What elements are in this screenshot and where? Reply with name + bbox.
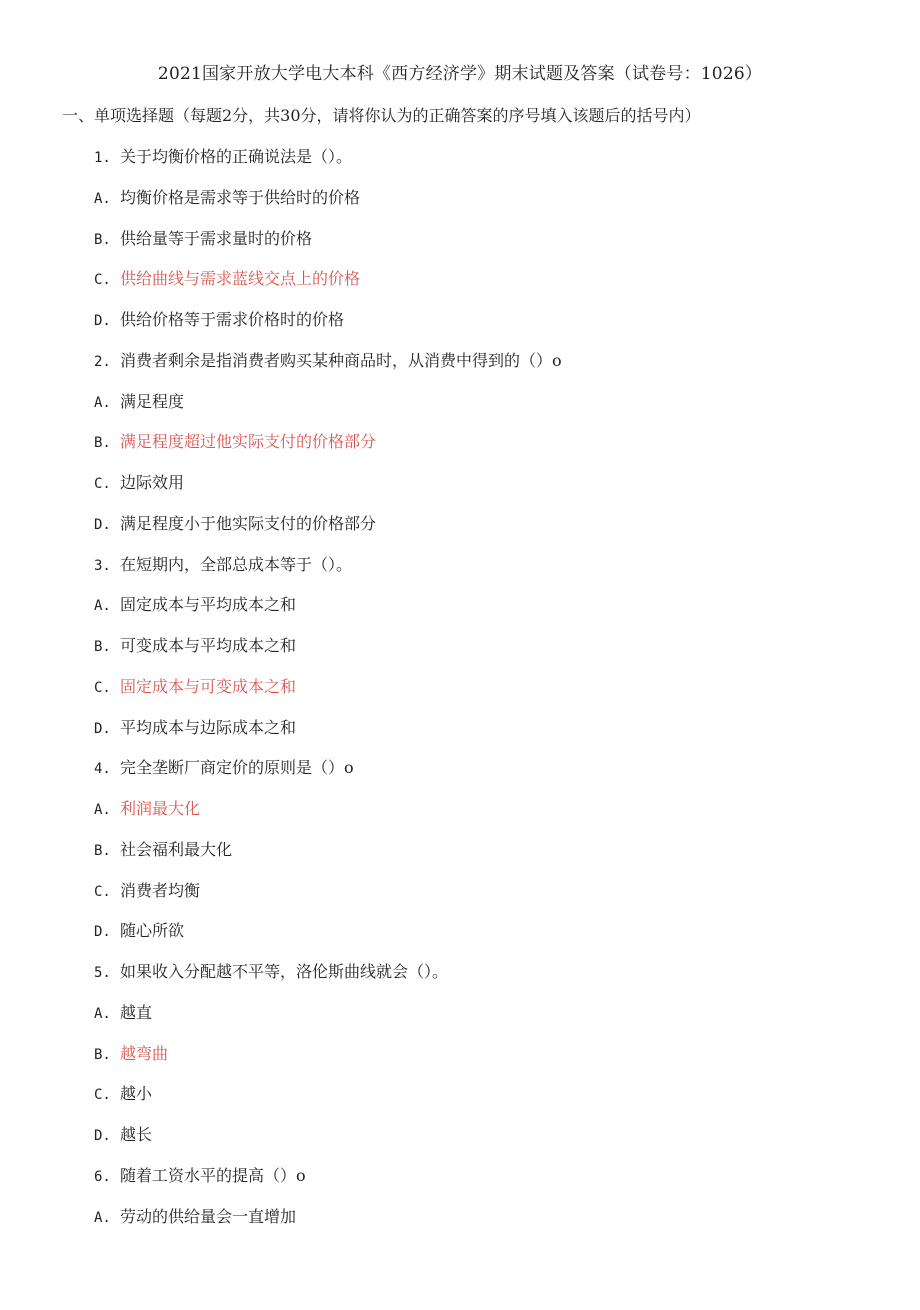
question-text: 在短期内，全部总成本等于（）。	[120, 554, 353, 574]
option	[94, 471, 894, 512]
option-letter: A.	[94, 190, 111, 207]
option	[94, 879, 894, 920]
section-heading: 一、单项选择题（每题2分，共30分，请将你认为的正确答案的序号填入该题后的括号内）	[62, 106, 701, 125]
answer-option	[94, 267, 894, 308]
option-letter: B.	[94, 639, 111, 655]
question-stem	[94, 349, 894, 390]
option	[94, 1123, 894, 1164]
document-title: 2021国家开放大学电大本科《西方经济学》期末试题及答案（试卷号：1026）	[157, 64, 763, 84]
option	[94, 512, 894, 553]
option-letter: A.	[94, 1005, 111, 1022]
option-text: 可变成本与平均成本之和	[120, 636, 297, 655]
question-text: 随着工资水平的提高（）o	[120, 1165, 306, 1185]
option-text: 满足程度超过他实际支付的价格部分	[120, 432, 377, 452]
option-letter: D.	[94, 1128, 111, 1144]
option	[94, 186, 894, 227]
question-text: 如果收入分配越不平等，洛伦斯曲线就会（）。	[120, 962, 449, 981]
option-letter: B.	[94, 842, 111, 859]
option-letter: B.	[94, 231, 111, 248]
answer-option	[94, 1042, 894, 1083]
option-text: 越长	[120, 1125, 153, 1144]
option	[94, 1082, 894, 1123]
option-text: 供给价格等于需求价格时的价格	[120, 310, 345, 329]
option-text: 满足程度小于他实际支付的价格部分	[120, 513, 377, 533]
option	[94, 1205, 894, 1246]
question-text: 完全垄断厂商定价的原则是（）o	[120, 758, 354, 778]
question-stem	[94, 145, 894, 186]
option-letter: D.	[94, 313, 111, 329]
option-text: 固定成本与平均成本之和	[120, 595, 297, 615]
question-number: 4.	[94, 761, 111, 778]
option-letter: A.	[94, 394, 111, 411]
option-text: 均衡价格是需求等于供给时的价格	[120, 187, 361, 207]
option-text: 满足程度	[120, 391, 185, 411]
option-letter: C.	[94, 883, 111, 900]
option-letter: C.	[94, 272, 111, 289]
answer-option	[94, 797, 894, 838]
question-text: 关于均衡价格的正确说法是（）。	[120, 147, 353, 166]
option-text: 社会福利最大化	[120, 839, 233, 859]
option-letter: D.	[94, 924, 111, 941]
question-number: 3.	[94, 557, 111, 574]
answer-option	[94, 430, 894, 471]
option	[94, 838, 894, 879]
option-letter: B.	[94, 1046, 111, 1063]
option-text: 越直	[120, 1002, 153, 1022]
option-text: 劳动的供给量会一直增加	[120, 1206, 297, 1226]
option-text: 利润最大化	[120, 799, 201, 818]
question-list	[94, 145, 894, 1245]
option-letter: D.	[94, 516, 111, 533]
option-text: 供给量等于需求量时的价格	[120, 228, 313, 248]
option-text: 越弯曲	[120, 1043, 169, 1063]
question-stem	[94, 960, 894, 1001]
question-text: 消费者剩余是指消费者购买某种商品时，从消费中得到的（）o	[120, 350, 562, 370]
option-text: 越小	[120, 1084, 153, 1104]
option-text: 供给曲线与需求蓝线交点上的价格	[120, 269, 361, 289]
question-number: 6.	[94, 1168, 111, 1185]
option-text: 边际效用	[120, 473, 185, 492]
option-letter: A.	[94, 802, 111, 818]
question-stem	[94, 756, 894, 797]
option	[94, 227, 894, 268]
option-text: 随心所欲	[120, 921, 185, 941]
option-letter: D.	[94, 720, 111, 737]
option	[94, 308, 894, 349]
option	[94, 1001, 894, 1042]
question-number: 2.	[94, 353, 111, 370]
option	[94, 390, 894, 431]
question-stem	[94, 553, 894, 594]
question-number: 5.	[94, 965, 111, 981]
option	[94, 593, 894, 634]
option	[94, 716, 894, 757]
option-letter: A.	[94, 1209, 111, 1226]
option-text: 固定成本与可变成本之和	[120, 676, 297, 696]
option	[94, 919, 894, 960]
answer-option	[94, 675, 894, 716]
option	[94, 634, 894, 675]
question-number: 1.	[94, 150, 111, 166]
option-letter: C.	[94, 476, 111, 492]
question-stem	[94, 1164, 894, 1205]
option-letter: B.	[94, 435, 111, 452]
option-letter: A.	[94, 598, 111, 615]
option-letter: C.	[94, 679, 111, 696]
option-text: 消费者均衡	[120, 880, 201, 900]
option-letter: C.	[94, 1087, 111, 1104]
option-text: 平均成本与边际成本之和	[120, 717, 297, 737]
